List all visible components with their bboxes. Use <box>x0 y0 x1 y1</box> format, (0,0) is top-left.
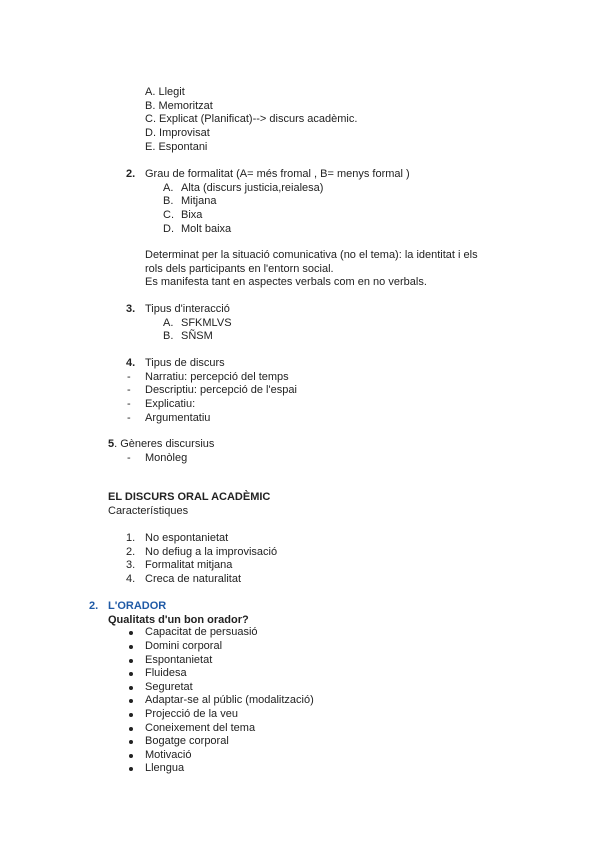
dash-marker: - <box>127 398 131 411</box>
paragraph-line: Determinat per la situació comunicativa (no el tema): la identitat i els <box>145 249 478 261</box>
list-item: E. Espontani <box>145 140 208 153</box>
list-item: Llengua <box>145 762 185 775</box>
bullet-icon <box>129 699 133 703</box>
list-item: Creca de naturalitat <box>145 573 241 586</box>
section-number: 2. <box>126 168 136 180</box>
list-item: Molt baixa <box>181 222 232 235</box>
dash-marker: - <box>127 411 131 424</box>
bullet-icon <box>129 645 133 649</box>
section-number: 3. <box>126 303 136 315</box>
list-marker: 1. <box>126 532 136 544</box>
list-item: Descriptiu: percepció de l'espai <box>145 384 297 397</box>
list-item: Monòleg <box>145 451 188 464</box>
list-item: Projecció de la veu <box>145 708 238 720</box>
list-marker: D. <box>163 222 174 235</box>
bullet-icon <box>129 727 133 731</box>
section-title: Tipus de discurs <box>145 357 225 369</box>
list-item: Capacitat de persuasió <box>145 626 258 638</box>
list-item: A. Llegit <box>145 86 185 98</box>
list-item: No espontanietat <box>145 532 229 544</box>
bullet-icon <box>129 740 133 744</box>
list-item: Domini corporal <box>145 640 223 652</box>
list-item: Formalitat mitjana <box>145 559 233 572</box>
list-item: Bogatge corporal <box>145 735 229 748</box>
section-title: . Gèneres discursius <box>114 438 215 450</box>
list-item: SFKMLVS <box>181 316 232 329</box>
list-marker: B. <box>163 330 174 343</box>
list-item: Bixa <box>181 209 203 222</box>
section-number: 5 <box>108 438 115 450</box>
bullet-icon <box>129 713 133 717</box>
bullet-icon <box>129 767 133 771</box>
paragraph-line: Es manifesta tant en aspectes verbals com en no verbals. <box>145 276 427 289</box>
section-title: Grau de formalitat (A= més fromal , B= menys formal ) <box>145 168 410 180</box>
list-marker: 3. <box>126 559 136 572</box>
subtitle: Característiques <box>108 505 189 517</box>
list-item: C. Explicat (Planificat)--> discurs acadèmic. <box>145 113 358 126</box>
list-marker: 2. <box>126 545 136 558</box>
list-item: Argumentatiu <box>145 411 211 424</box>
list-item: D. Improvisat <box>145 127 210 140</box>
bullet-icon <box>129 672 133 676</box>
list-item: Espontanietat <box>145 653 213 666</box>
section-number: 2. <box>89 600 99 612</box>
list-marker: B. <box>163 195 174 208</box>
section-heading: L'ORADOR <box>108 600 167 612</box>
list-item: Alta (discurs justicia,reialesa) <box>181 181 324 194</box>
list-item: Fluidesa <box>145 667 187 680</box>
dash-marker: - <box>127 370 131 383</box>
paragraph-line: rols dels participants en l'entorn social. <box>145 262 334 275</box>
list-marker: C. <box>163 209 174 222</box>
bullet-icon <box>129 631 133 635</box>
list-item: Seguretat <box>145 680 193 693</box>
dash-marker: - <box>127 384 131 397</box>
section-number: 4. <box>126 357 136 369</box>
list-item: Explicatiu: <box>145 398 196 411</box>
list-marker: A. <box>163 181 174 194</box>
list-item: SÑSM <box>181 330 213 343</box>
section-heading: EL DISCURS ORAL ACADÈMIC <box>108 491 271 503</box>
list-marker: A. <box>163 316 174 329</box>
bullet-icon <box>129 754 133 758</box>
list-marker: 4. <box>126 573 136 586</box>
list-item: Mitjana <box>181 195 217 208</box>
list-item: No defiug a la improvisació <box>145 545 278 558</box>
section-heading <box>108 438 214 452</box>
list-item: B. Memoritzat <box>145 99 213 112</box>
bullet-icon <box>129 686 133 690</box>
section-title: Tipus d'interacció <box>145 303 230 315</box>
bullet-icon <box>129 659 133 663</box>
dash-marker: - <box>127 451 131 464</box>
list-item: Narratiu: percepció del temps <box>145 370 289 383</box>
list-item: Coneixement del tema <box>145 721 256 734</box>
list-item: Adaptar-se al públic (modalització) <box>145 694 314 707</box>
question-heading: Qualitats d'un bon orador? <box>108 613 249 626</box>
list-item: Motivació <box>145 748 192 761</box>
